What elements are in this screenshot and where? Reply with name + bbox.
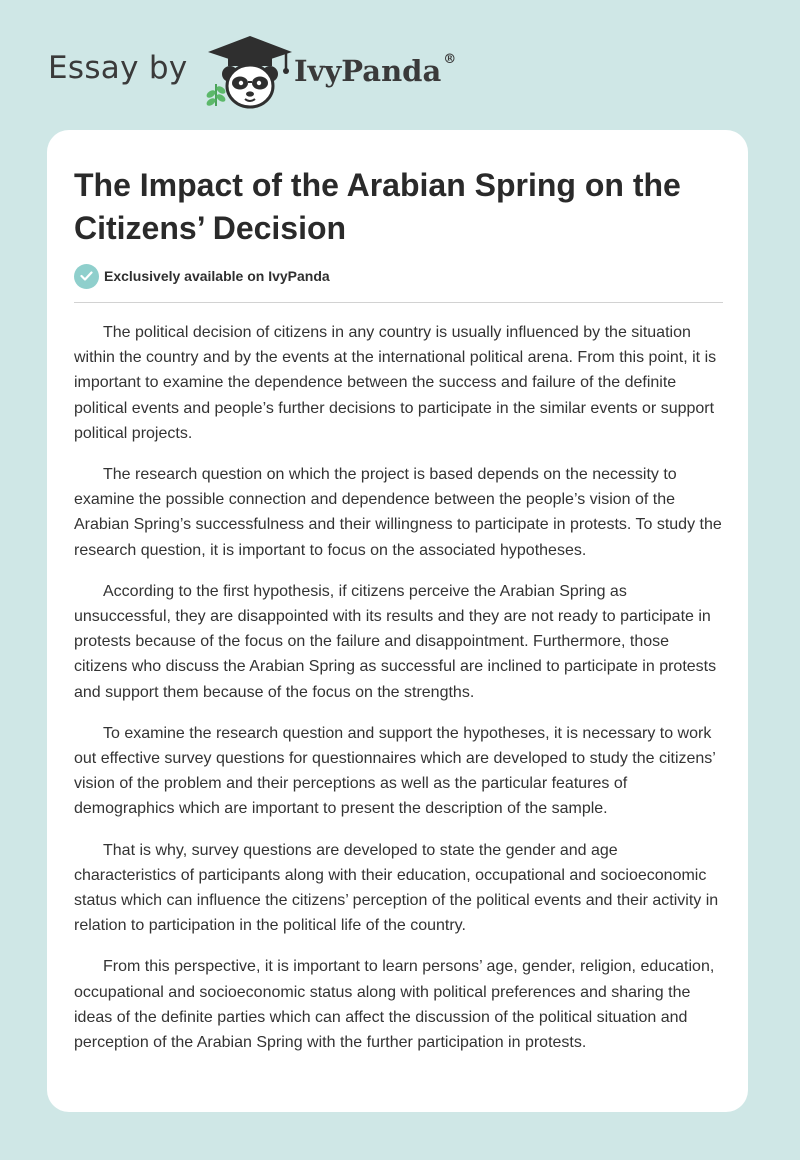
essay-body (74, 320, 724, 1071)
paragraph: From this perspective, it is important to learn persons’ age, gender, religion, education, occupational and socioeconomic status along with political preferences and sharing the ideas of the definite parties which can affect the discussion of the political situation and perception of the Arabian Spring with the further participation in protests. (74, 958, 715, 1052)
paragraph: According to the first hypothesis, if citizens perceive the Arabian Spring as unsuccessful, they are disappointed with its results and they are not ready to participate in protests because of the focus on the failure and disappointment. Furthermore, those citizens who discuss the Arabian Spring as successful are inclined to participate in protests and support them because of the focus on the strengths. (74, 582, 717, 701)
paragraph: The political decision of citizens in any country is usually influenced by the situation within the country and by the events at the international political arena. From this point, it is important to examine the dependence between the success and failure of the definite political events and people’s further decisions to participate in the similar events or support political projects. (74, 324, 717, 442)
paragraph: The research question on which the project is based depends on the necessity to examine the possible connection and dependence between the people’s vision of the Arabian Spring’s successfulness and their willingness to participate in protests. To study the research question, it is important to focus on the associated hypotheses. (74, 466, 722, 559)
brand-name[interactable] (294, 54, 456, 88)
essay-title: The Impact of the Arabian Spring on the Citizens’ Decision (74, 167, 681, 246)
essay-card (47, 130, 748, 1112)
site-header (48, 34, 568, 110)
paragraph: To examine the research question and support the hypotheses, it is necessary to work out effective survey questions for questionnaires which are developed to study the citizens’ vision of the problem and their perceptions as well as the particular features of demographics which are important to present the description of the sample. (74, 724, 716, 818)
title-divider (74, 302, 723, 303)
brand-text: IvyPanda (294, 54, 442, 88)
check-icon (74, 264, 99, 289)
panda-graduate-logo-icon[interactable] (202, 34, 298, 110)
paragraph: That is why, survey questions are developed to state the gender and age characteristics of participants along with their education, occupational and socioeconomic status which can influence the citizens’ perception of the political events and their activity in relation to participation in the political life of the country. (74, 841, 719, 935)
trademark-symbol: ® (443, 52, 457, 67)
essay-by-label: Essay by (48, 50, 188, 86)
exclusive-badge (74, 263, 330, 289)
exclusive-badge-label: Exclusively available on IvyPanda (104, 268, 330, 284)
